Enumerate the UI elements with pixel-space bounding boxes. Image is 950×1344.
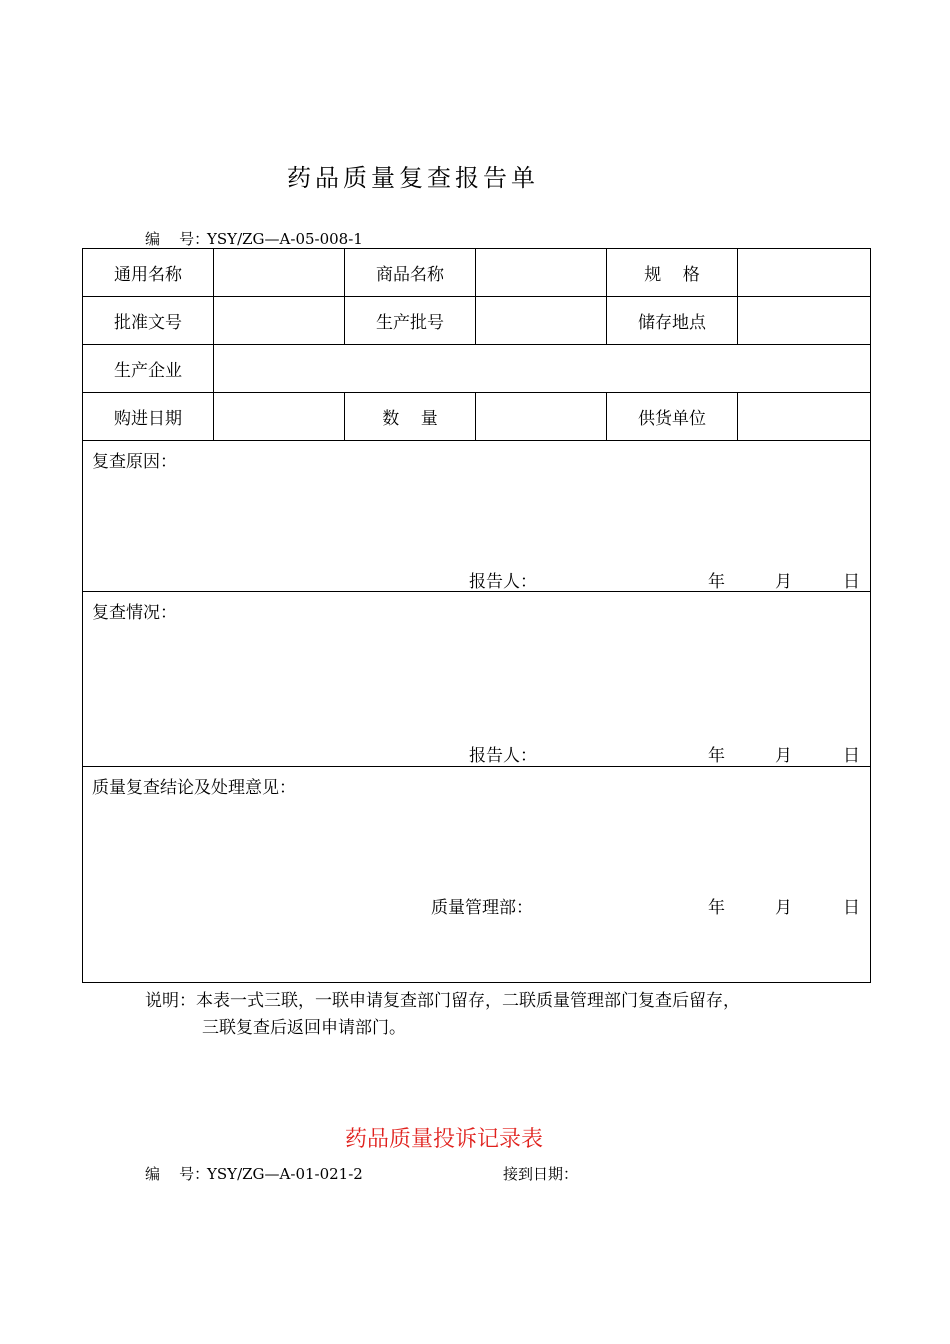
- label-quantity: 数 量: [345, 393, 476, 441]
- field-quantity[interactable]: [476, 393, 607, 441]
- field-manufacturer[interactable]: [214, 345, 871, 393]
- field-approval-number[interactable]: [214, 297, 345, 345]
- second-code-value: YSY/ZG—A-01-021-2: [207, 1165, 363, 1183]
- label-approval-number: 批准文号: [83, 297, 214, 345]
- signer-label: 报告人：: [469, 572, 537, 592]
- section-caption: 质量复查结论及处理意见：: [92, 778, 296, 798]
- year-label: 年: [708, 746, 725, 766]
- signer-label: 质量管理部：: [431, 898, 533, 918]
- day-label: 日: [843, 898, 860, 918]
- received-date-label: 接到日期：: [503, 1165, 579, 1183]
- signer-label: 报告人：: [469, 746, 537, 766]
- label-manufacturer: 生产企业: [83, 345, 214, 393]
- field-generic-name[interactable]: [214, 249, 345, 297]
- label-specification: 规 格: [607, 249, 738, 297]
- form-note: [145, 988, 845, 1042]
- label-batch-number: 生产批号: [345, 297, 476, 345]
- field-specification[interactable]: [738, 249, 871, 297]
- report-form-table: [82, 248, 871, 983]
- field-trade-name[interactable]: [476, 249, 607, 297]
- section-caption: 复查情况：: [92, 603, 177, 623]
- form-code: [145, 228, 363, 249]
- year-label: 年: [708, 572, 725, 592]
- note-line-1: 说明：本表一式三联，一联申请复查部门留存，二联质量管理部门复查后留存，: [145, 991, 740, 1011]
- label-trade-name: 商品名称: [345, 249, 476, 297]
- second-form-code: [145, 1163, 363, 1184]
- form-code-value: YSY/ZG—A-05-008-1: [207, 230, 363, 248]
- field-supplier[interactable]: [738, 393, 871, 441]
- second-form-title: 药品质量投诉记录表: [344, 1127, 543, 1152]
- section-review-status[interactable]: [83, 592, 871, 767]
- page-title: 药品质量复查报告单: [287, 164, 539, 192]
- day-label: 日: [843, 746, 860, 766]
- field-purchase-date[interactable]: [214, 393, 345, 441]
- month-label: 月: [775, 746, 792, 766]
- label-storage-location: 储存地点: [607, 297, 738, 345]
- label-supplier: 供货单位: [607, 393, 738, 441]
- section-review-reason[interactable]: [83, 441, 871, 592]
- month-label: 月: [775, 898, 792, 918]
- section-conclusion[interactable]: [83, 767, 871, 983]
- label-purchase-date: 购进日期: [83, 393, 214, 441]
- field-storage-location[interactable]: [738, 297, 871, 345]
- year-label: 年: [708, 898, 725, 918]
- form-code-label: 编 号：: [145, 230, 210, 248]
- field-batch-number[interactable]: [476, 297, 607, 345]
- section-caption: 复查原因：: [92, 452, 177, 472]
- label-generic-name: 通用名称: [83, 249, 214, 297]
- month-label: 月: [775, 572, 792, 592]
- note-line-2: 三联复查后返回申请部门。: [202, 1018, 406, 1038]
- second-code-label: 编 号：: [145, 1165, 210, 1183]
- day-label: 日: [843, 572, 860, 592]
